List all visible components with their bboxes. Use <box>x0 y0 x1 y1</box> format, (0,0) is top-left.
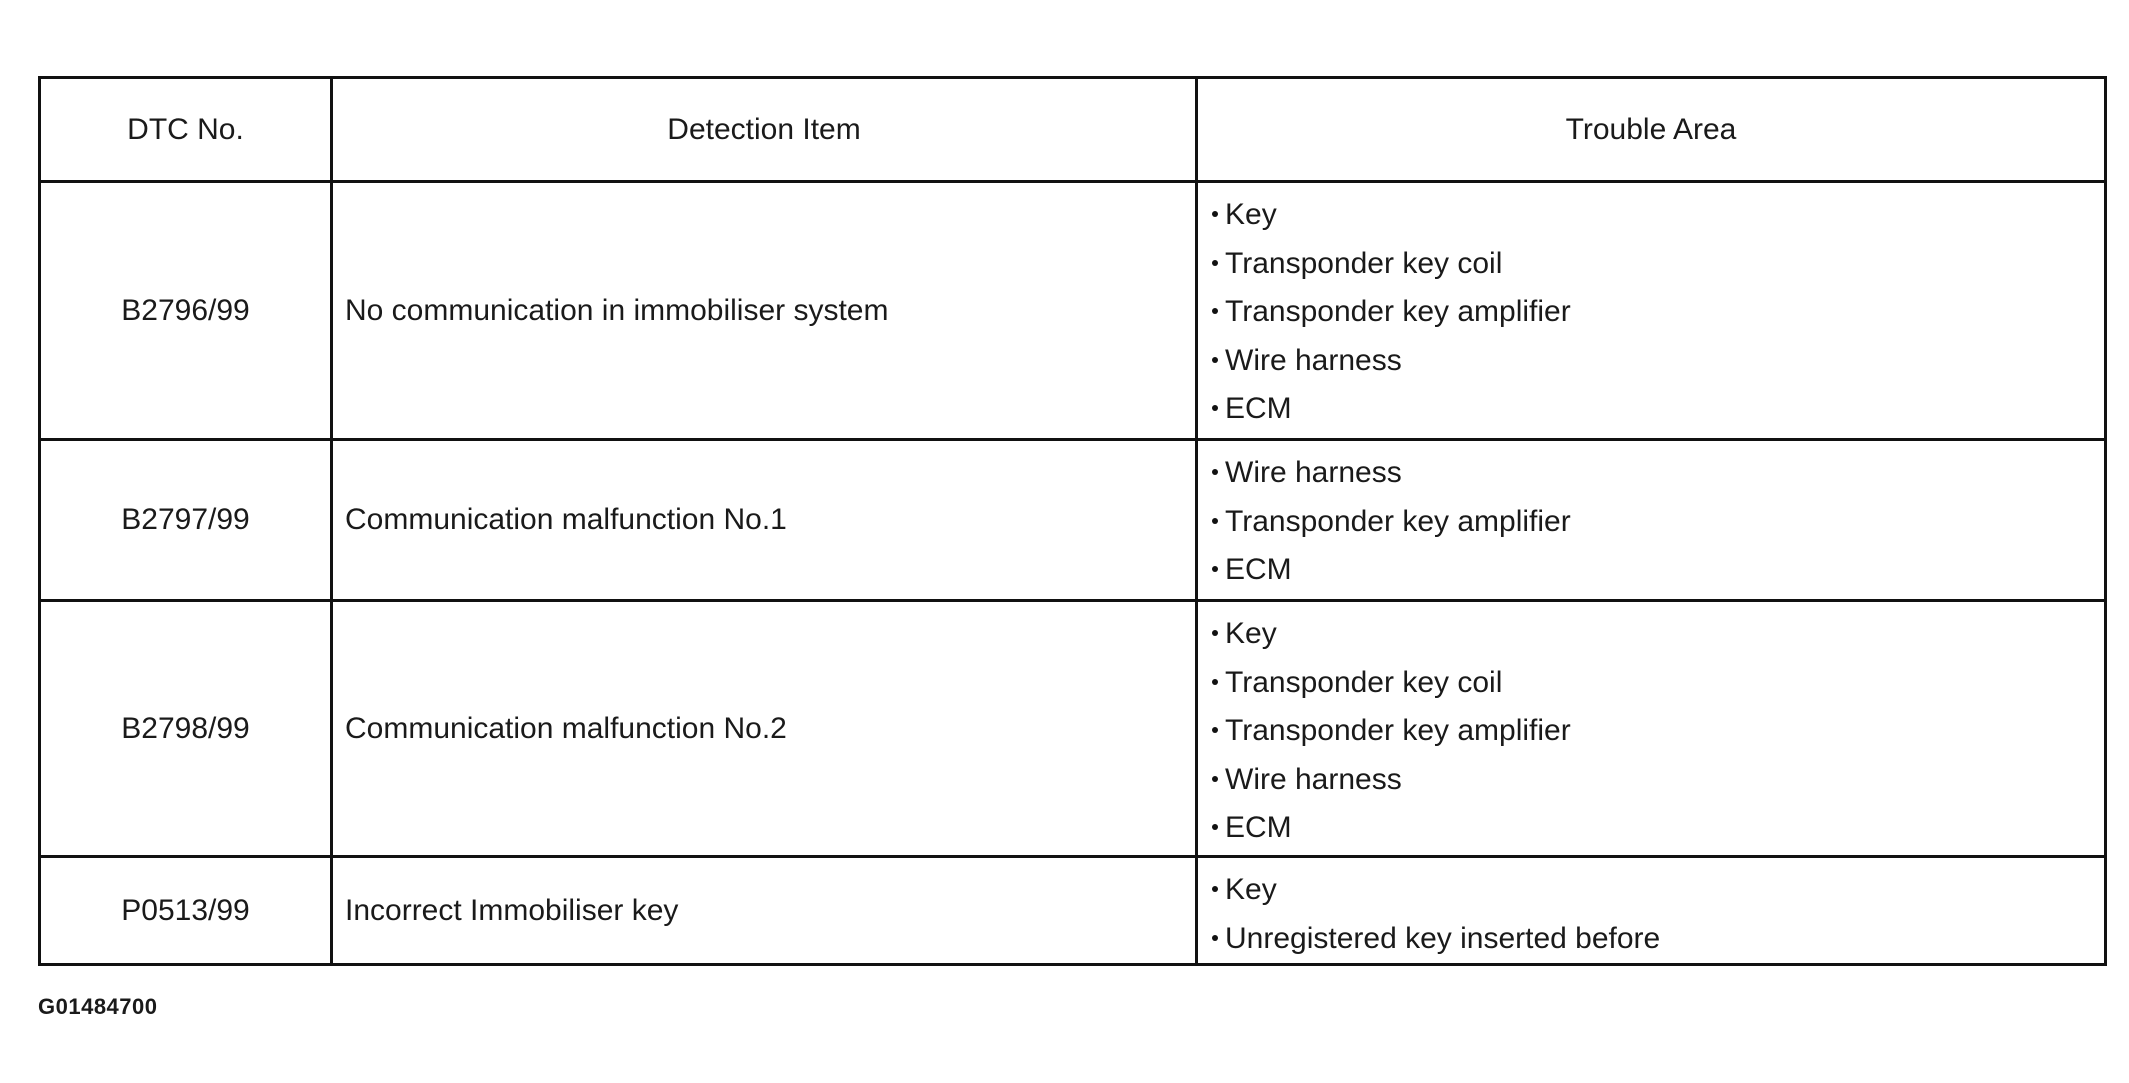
trouble-area-cell <box>1197 857 2106 965</box>
trouble-area-cell <box>1197 440 2106 601</box>
bullet-icon <box>1212 518 1218 524</box>
header-dtc-no: DTC No. <box>40 78 332 182</box>
table-row <box>40 440 2106 601</box>
trouble-area-item: Wire harness <box>1212 337 2104 386</box>
dtc-code: B2796/99 <box>40 182 332 440</box>
trouble-area-list <box>1212 602 2104 853</box>
dtc-code: B2798/99 <box>40 601 332 857</box>
trouble-area-cell <box>1197 601 2106 857</box>
bullet-icon <box>1212 679 1218 685</box>
trouble-area-list <box>1212 858 2104 963</box>
dtc-code: B2797/99 <box>40 440 332 601</box>
dtc-code: P0513/99 <box>40 857 332 965</box>
trouble-area-item: Transponder key amplifier <box>1212 288 2104 337</box>
table-row <box>40 182 2106 440</box>
bullet-icon <box>1212 405 1218 411</box>
bullet-icon <box>1212 935 1218 941</box>
trouble-area-item: Wire harness <box>1212 756 2104 805</box>
bullet-icon <box>1212 727 1218 733</box>
trouble-area-item: Key <box>1212 191 2104 240</box>
trouble-area-item: Transponder key amplifier <box>1212 707 2104 756</box>
bullet-icon <box>1212 357 1218 363</box>
bullet-icon <box>1212 469 1218 475</box>
bullet-icon <box>1212 824 1218 830</box>
trouble-area-item: ECM <box>1212 546 2104 595</box>
trouble-area-cell <box>1197 182 2106 440</box>
bullet-icon <box>1212 211 1218 217</box>
header-trouble-area: Trouble Area <box>1197 78 2106 182</box>
detection-item: Communication malfunction No.1 <box>332 440 1197 601</box>
dtc-table <box>38 76 2107 966</box>
trouble-area-item: ECM <box>1212 804 2104 853</box>
bullet-icon <box>1212 776 1218 782</box>
detection-item: Incorrect Immobiliser key <box>332 857 1197 965</box>
trouble-area-item: Transponder key coil <box>1212 659 2104 708</box>
detection-item: Communication malfunction No.2 <box>332 601 1197 857</box>
detection-item: No communication in immobiliser system <box>332 182 1197 440</box>
trouble-area-list <box>1212 183 2104 434</box>
trouble-area-list <box>1212 441 2104 595</box>
bullet-icon <box>1212 886 1218 892</box>
figure-code: G01484700 <box>38 994 158 1019</box>
bullet-icon <box>1212 566 1218 572</box>
trouble-area-item: Wire harness <box>1212 449 2104 498</box>
table-row <box>40 857 2106 965</box>
table-row <box>40 601 2106 857</box>
bullet-icon <box>1212 260 1218 266</box>
trouble-area-item: Key <box>1212 610 2104 659</box>
trouble-area-item: ECM <box>1212 385 2104 434</box>
header-detection-item: Detection Item <box>332 78 1197 182</box>
trouble-area-item: Transponder key coil <box>1212 240 2104 289</box>
trouble-area-item: Key <box>1212 866 2104 915</box>
trouble-area-item: Unregistered key inserted before <box>1212 915 2104 964</box>
trouble-area-item: Transponder key amplifier <box>1212 498 2104 547</box>
bullet-icon <box>1212 630 1218 636</box>
table-header-row <box>40 78 2106 182</box>
bullet-icon <box>1212 308 1218 314</box>
